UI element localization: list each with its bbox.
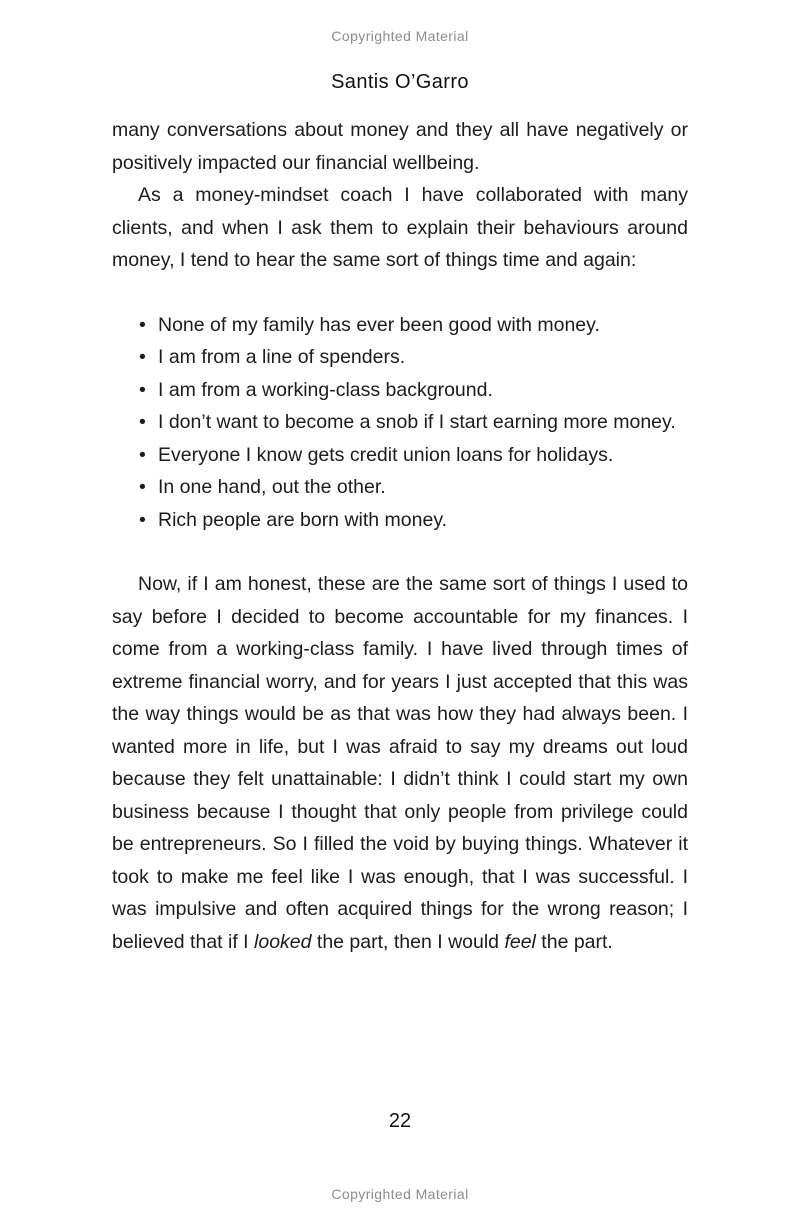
bullet-item [139, 406, 688, 439]
bullet-item-text: Rich people are born with money. [158, 508, 448, 531]
bullet-icon: • [139, 476, 146, 498]
bullet-item [139, 439, 688, 472]
bullet-item [139, 309, 688, 342]
bullet-item-text: I don’t want to become a snob if I start earning more money. [158, 411, 676, 433]
bullet-item [139, 374, 688, 407]
bullet-icon: • [139, 378, 146, 401]
bullet-item [139, 471, 688, 504]
bullet-item [139, 341, 688, 374]
bullet-item [139, 504, 688, 537]
copyright-notice-top: Copyrighted Material [331, 28, 469, 44]
bullet-list [112, 309, 688, 537]
bullet-icon: • [139, 313, 146, 336]
bullet-icon: • [139, 346, 146, 368]
bullet-item-text: In one hand, out the other. [158, 476, 386, 498]
running-head-author: Santis O’Garro [331, 71, 469, 93]
bullet-item-text: None of my family has ever been good with money. [158, 313, 600, 336]
page-number: 22 [388, 1110, 412, 1132]
bullet-icon: • [139, 508, 146, 531]
page-body [112, 114, 688, 958]
bullet-item-text: Everyone I know gets credit union loans for holidays. [158, 443, 614, 466]
bullet-icon: • [139, 411, 146, 433]
paragraph-continuation: many conversations about money and they all have negatively or positively impacted our financial wellbeing. [112, 119, 688, 174]
bullet-item-text: I am from a working-class background. [158, 378, 493, 401]
bullet-icon: • [139, 443, 146, 466]
paragraph-honest-reflection: Now, if I am honest, these are the same sort of things I used to say before I decided to become accountable for my finances. I come from a working-class family. I have lived through times of extreme financial worry, and for years I just accepted that this was the way things would be as that was how they had always been. I wanted more in life, but I was afraid to say my dreams out loud because they felt unattainable: I didn’t think I could start my own business because I thought that only people from privilege could be entrepreneurs. So I filled the void by buying things. Whatever it took to make me feel like I was enough, that I was successful. I was impulsive and often acquired things for the wrong reason; I believed that if I looked the part, then I would feel the part. [112, 573, 688, 953]
bullet-item-text: I am from a line of spenders. [158, 346, 406, 368]
copyright-notice-bottom: Copyrighted Material [331, 1186, 469, 1202]
paragraph-coach-intro: As a money-mindset coach I have collaborated with many clients, and when I ask them to explain their behaviours around money, I tend to hear the same sort of things time and again: [112, 184, 688, 271]
